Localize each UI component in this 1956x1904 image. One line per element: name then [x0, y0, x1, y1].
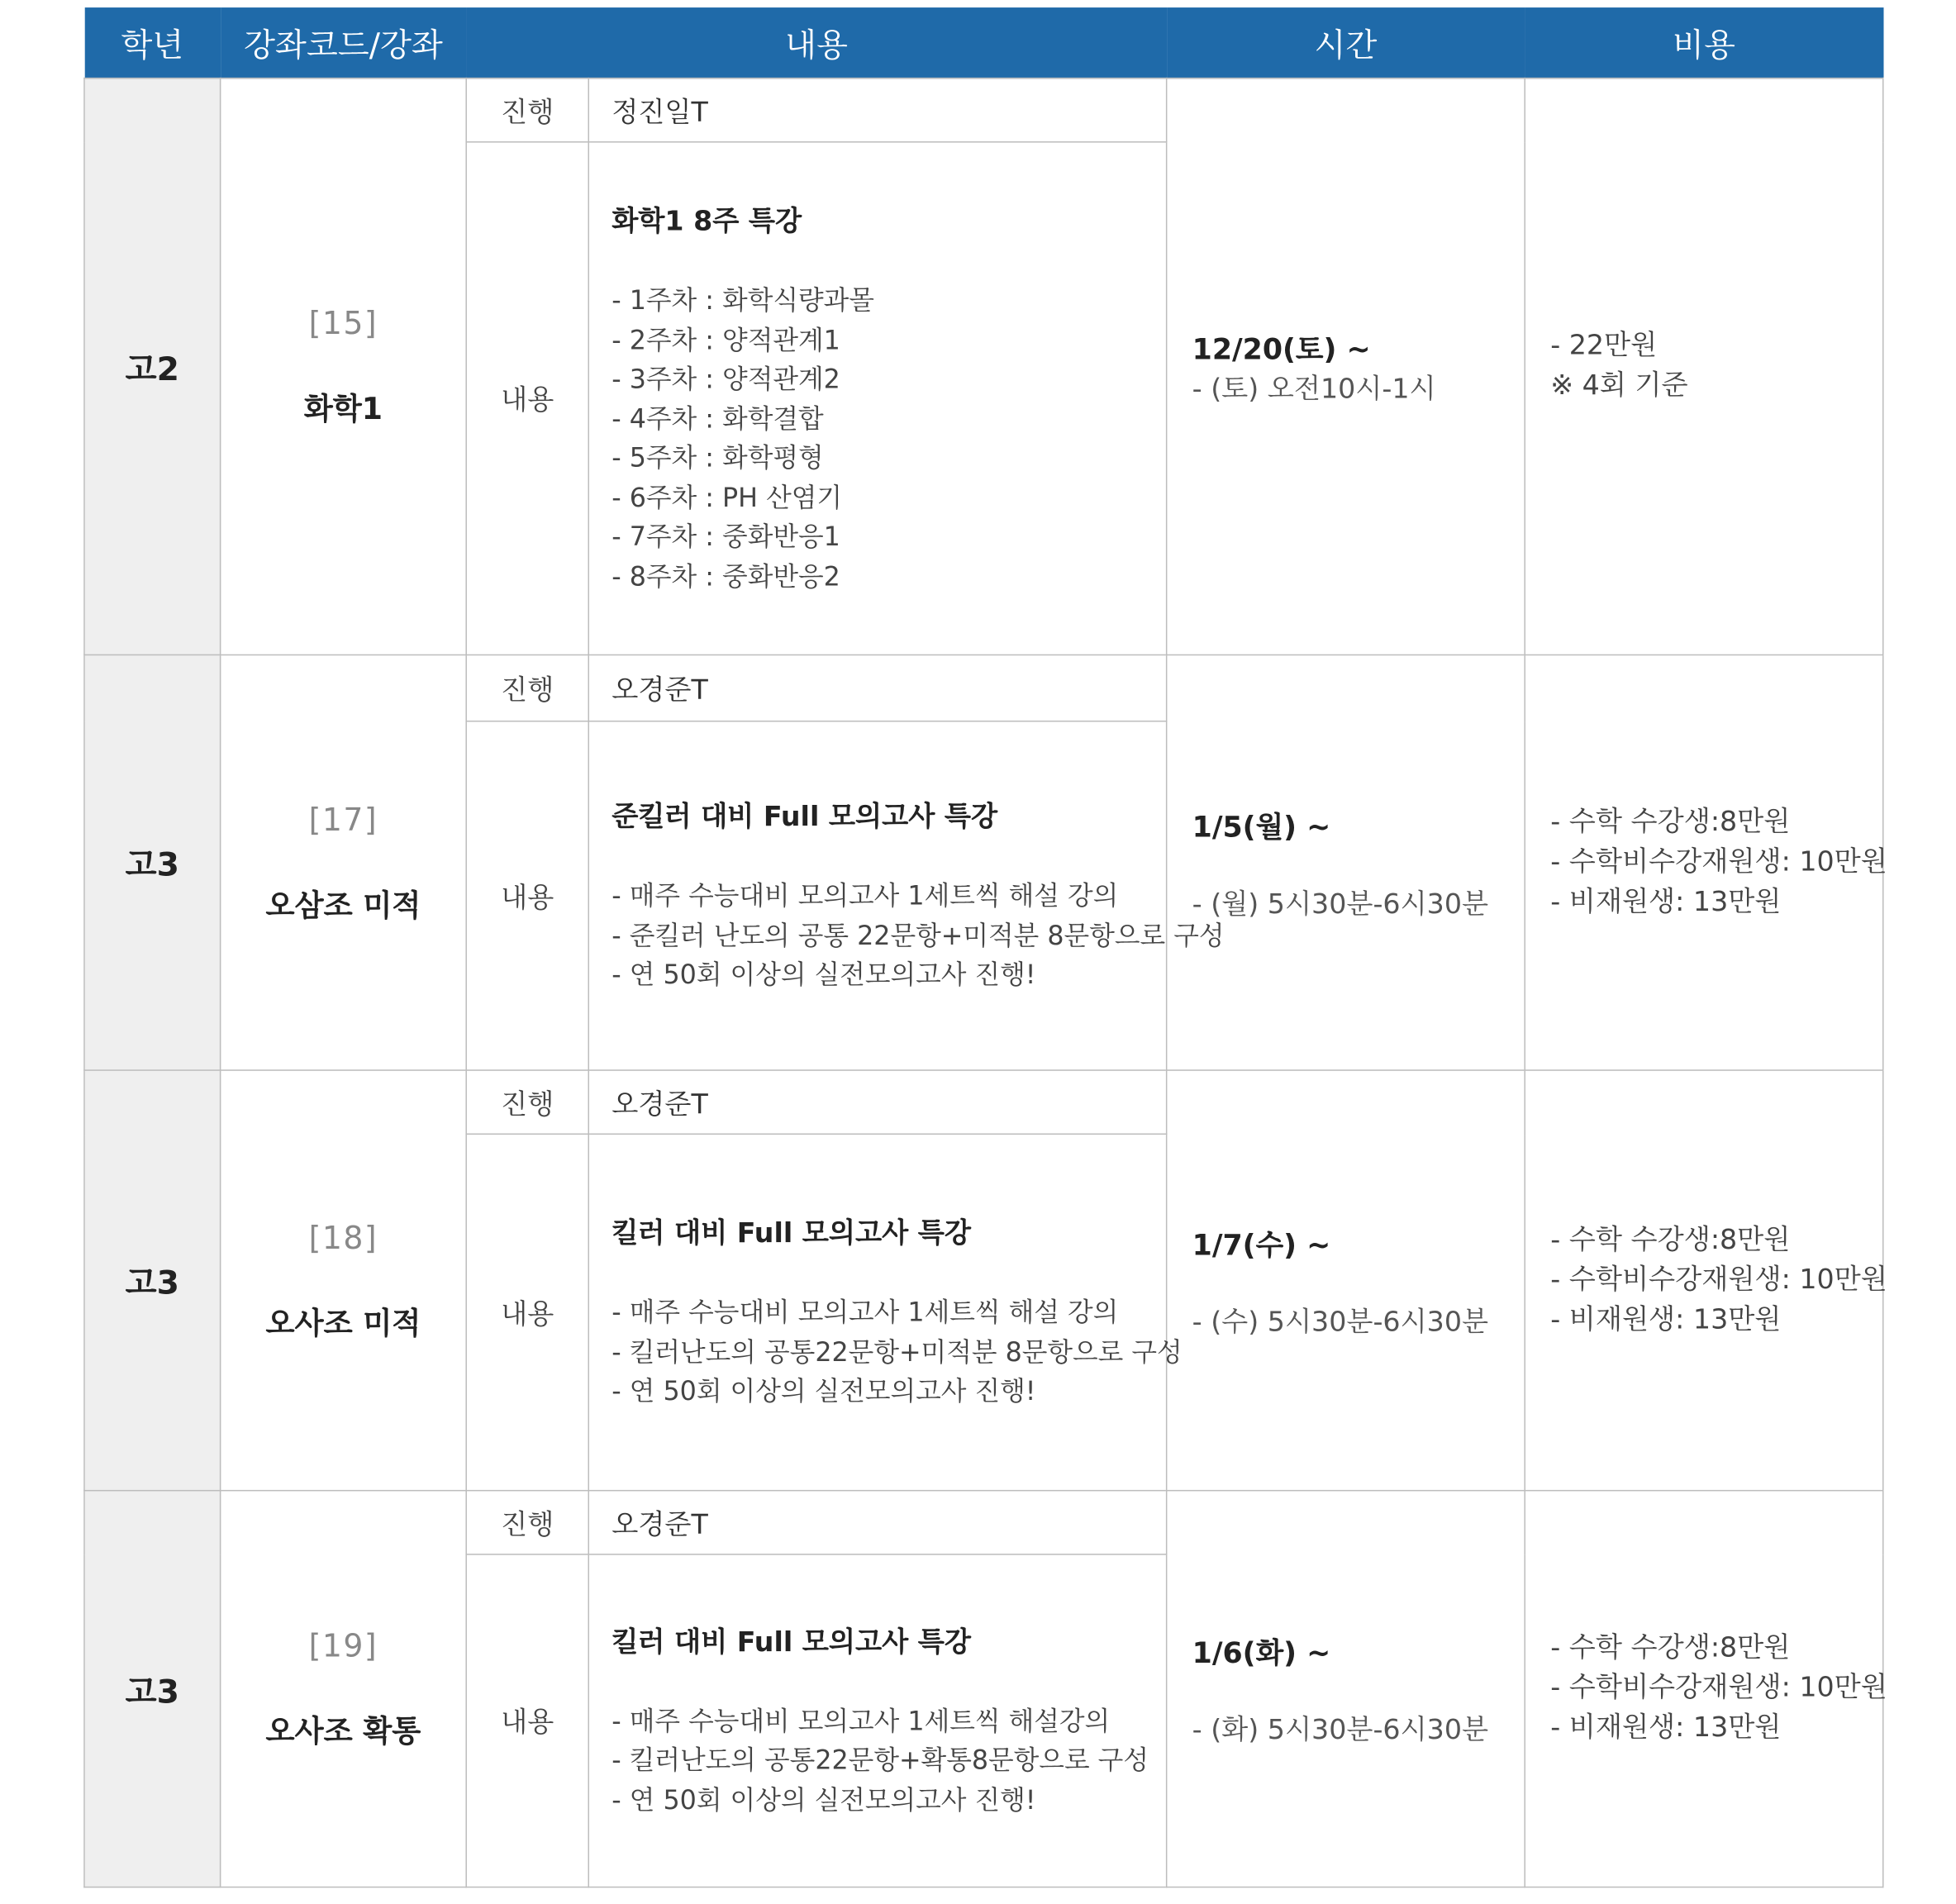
time-detail: - (토) 오전10시-1시 — [1192, 374, 1436, 406]
time-start: 1/5(월) ~ — [1192, 811, 1331, 845]
cost-line: - 비재원생: 13만원 — [1550, 1304, 1782, 1335]
description-line: - 8주차 : 중화반응2 — [612, 560, 840, 592]
description-line: - 3주차 : 양적관계2 — [612, 364, 840, 394]
description-title: 준킬러 대비 Full 모의고사 특강 — [612, 802, 998, 834]
header-course: 강좌코드/강좌 — [221, 7, 467, 79]
instructor-label: 진행 — [466, 654, 588, 721]
course-row-4 — [84, 1491, 1883, 1554]
content-label: 내용 — [466, 1554, 588, 1887]
description-line: - 4주차 : 화학결합 — [612, 403, 824, 434]
content-label: 내용 — [466, 721, 588, 1070]
course-name: 오사조 미적 — [265, 1305, 421, 1341]
course-table — [83, 7, 1887, 1887]
time-cell — [1167, 1491, 1525, 1887]
description-title: 화학1 8주 특강 — [612, 206, 802, 238]
header-cost: 비용 — [1525, 7, 1883, 79]
cost-line: - 수학 수강생:8만원 — [1550, 806, 1791, 838]
cost-cell — [1525, 1491, 1887, 1887]
cost-line: - 수학비수강재원생: 10만원 — [1550, 846, 1887, 878]
instructor-label: 진행 — [466, 1491, 588, 1554]
course-code: [19] — [308, 1627, 378, 1664]
time-start: 1/6(화) ~ — [1192, 1637, 1331, 1670]
time-detail: - (수) 5시30분-6시30분 — [1192, 1307, 1489, 1339]
grade-cell: 고3 — [84, 1491, 221, 1887]
description-cell — [588, 721, 1225, 1070]
instructor-name: 오경준T — [588, 1491, 1166, 1554]
description-title: 킬러 대비 Full 모의고사 특강 — [612, 1218, 972, 1250]
description-line: - 연 50회 이상의 실전모의고사 진행! — [612, 959, 1036, 990]
cost-cell — [1525, 654, 1887, 1070]
time-cell — [1167, 79, 1525, 655]
description-line: - 준킬러 난도의 공통 22문항+미적분 8문항으로 구성 — [612, 920, 1225, 951]
instructor-name: 오경준T — [588, 654, 1166, 721]
description-cell — [588, 142, 1166, 655]
description-line: - 매주 수능대비 모의고사 1세트씩 해설강의 — [612, 1706, 1111, 1736]
header-time: 시간 — [1167, 7, 1525, 79]
course-name: 오삼조 미적 — [265, 888, 421, 923]
description-cell — [588, 1134, 1183, 1490]
time-cell — [1167, 1070, 1525, 1491]
description-line: - 매주 수능대비 모의고사 1세트씩 해설 강의 — [612, 881, 1119, 912]
time-cell — [1167, 654, 1525, 1070]
description-line: - 킬러난도의 공통22문항+확통8문항으로 구성 — [612, 1745, 1149, 1776]
instructor-name: 정진일T — [588, 79, 1166, 142]
description-line: - 7주차 : 중화반응1 — [612, 521, 840, 552]
description-cell — [588, 1554, 1166, 1887]
description-line: - 연 50회 이상의 실전모의고사 진행! — [612, 1784, 1036, 1816]
time-detail: - (월) 5시30분-6시30분 — [1192, 888, 1489, 921]
cost-line: - 수학 수강생:8만원 — [1550, 1224, 1791, 1256]
cost-line: - 22만원 — [1550, 330, 1658, 362]
course-name: 오사조 확통 — [265, 1713, 421, 1749]
course-code: [15] — [308, 305, 378, 342]
course-code: [17] — [308, 801, 378, 838]
cost-line: - 수학비수강재원생: 10만원 — [1550, 1672, 1887, 1704]
cost-line: - 수학비수강재원생: 10만원 — [1550, 1264, 1887, 1296]
course-code: [18] — [308, 1219, 378, 1256]
course-row-3 — [84, 1070, 1883, 1134]
cost-line: - 수학 수강생:8만원 — [1550, 1632, 1791, 1664]
header-content: 내용 — [466, 7, 1166, 79]
description-line: - 6주차 : PH 산염기 — [612, 482, 843, 512]
header-grade: 학년 — [84, 7, 221, 79]
time-detail: - (화) 5시30분-6시30분 — [1192, 1715, 1489, 1747]
header-row — [84, 7, 1883, 79]
instructor-name: 오경준T — [588, 1070, 1166, 1134]
description-title: 킬러 대비 Full 모의고사 특강 — [612, 1627, 972, 1659]
time-start: 1/7(수) ~ — [1192, 1229, 1331, 1262]
course-cell — [221, 79, 467, 655]
cost-cell — [1525, 1070, 1887, 1491]
course-row-2 — [84, 654, 1883, 721]
course-cell — [221, 1070, 467, 1491]
description-line: - 매주 수능대비 모의고사 1세트씩 해설 강의 — [612, 1297, 1119, 1328]
course-cell — [221, 1491, 467, 1887]
description-line: - 2주차 : 양적관계1 — [612, 324, 840, 355]
cost-line: - 비재원생: 13만원 — [1550, 1712, 1782, 1745]
course-cell — [221, 654, 467, 1070]
grade-cell: 고3 — [84, 654, 221, 1070]
instructor-label: 진행 — [466, 1070, 588, 1134]
grade-cell: 고3 — [84, 1070, 221, 1491]
cost-cell — [1525, 79, 1883, 655]
description-line: - 5주차 : 화학평형 — [612, 442, 824, 474]
cost-line: - 비재원생: 13만원 — [1550, 886, 1782, 918]
course-row-1 — [84, 79, 1883, 142]
description-line: - 연 50회 이상의 실전모의고사 진행! — [612, 1376, 1036, 1407]
content-label: 내용 — [466, 142, 588, 655]
course-name: 화학1 — [303, 391, 383, 427]
description-line: - 킬러난도의 공통22문항+미적분 8문항으로 구성 — [612, 1336, 1183, 1368]
time-start: 12/20(토) ~ — [1192, 334, 1371, 367]
grade-cell: 고2 — [84, 79, 221, 655]
instructor-label: 진행 — [466, 79, 588, 142]
cost-line: ※ 4회 기준 — [1550, 370, 1688, 402]
description-line: - 1주차 : 화학식량과몰 — [612, 285, 874, 316]
content-label: 내용 — [466, 1134, 588, 1490]
